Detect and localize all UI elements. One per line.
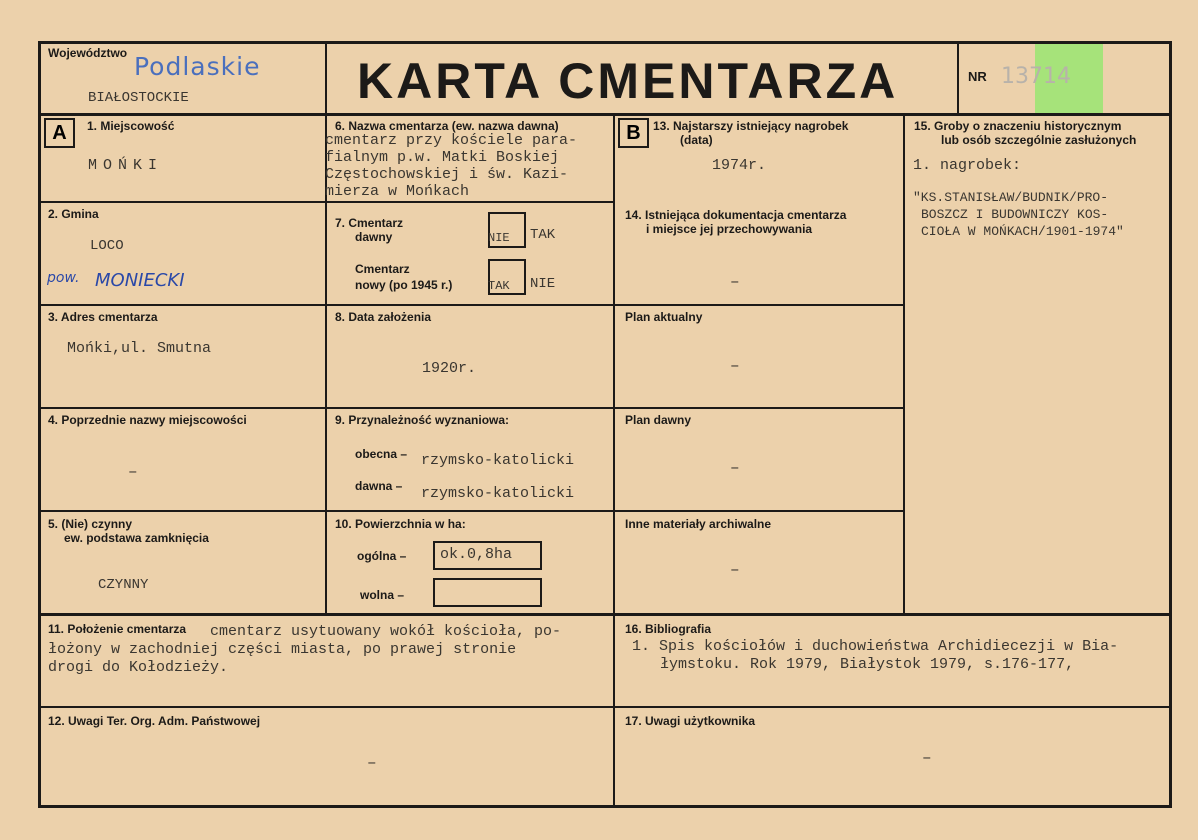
s1-value: MOŃKI: [88, 157, 164, 174]
s5-label-closure: ew. podstawa zamknięcia: [64, 531, 209, 545]
col-divider-3: [903, 113, 905, 615]
s7-new-sublabel: nowy (po 1945 r.): [355, 278, 453, 292]
s3-label: 3. Adres cmentarza: [48, 310, 158, 324]
s13-label-date: (data): [680, 133, 713, 147]
row-divider-6: [38, 706, 1172, 708]
s16-value-line2: łymstoku. Rok 1979, Białystok 1979, s.176-177,: [660, 656, 1075, 673]
plan-current-value: –: [730, 357, 740, 375]
s3-value: Mońki,ul. Smutna: [67, 340, 212, 357]
section-a-letter: A: [44, 118, 75, 148]
other-archives-label: Inne materiały archiwalne: [625, 517, 772, 531]
s11-value-line2: łożony w zachodniej części miasta, po prawej stronie: [48, 641, 517, 658]
s10-free-box: [433, 578, 542, 607]
voivodeship-stamp: Podlaskie: [134, 52, 261, 81]
voivodeship-label: Województwo: [48, 46, 128, 60]
page-title: KARTA CMENTARZA: [357, 53, 899, 109]
frame-bottom-border: [38, 805, 1172, 808]
s15-value-line1: "KS.STANISŁAW/BUDNIK/PRO-: [913, 190, 1109, 205]
s7-new-label: Cmentarz: [355, 262, 410, 276]
s8-value: 1920r.: [422, 360, 477, 377]
row-divider-2: [38, 304, 905, 306]
row-divider-3: [38, 407, 905, 409]
s9-label: 9. Przynależność wyznaniowa:: [335, 413, 510, 427]
s1-label: 1. Miejscowość: [87, 119, 175, 133]
s5-label: 5. (Nie) czynny: [48, 517, 133, 531]
voivodeship-typed: BIAŁOSTOCKIE: [88, 90, 189, 106]
row-divider-4: [38, 510, 905, 512]
s15-label: 15. Groby o znaczeniu historycznym: [914, 119, 1122, 133]
row-divider-5: [38, 613, 1172, 616]
s14-value: –: [730, 273, 740, 291]
header-col-divider-1: [325, 41, 327, 116]
s2-hand-prefix: pow.: [47, 270, 80, 286]
s12-label: 12. Uwagi Ter. Org. Adm. Państwowej: [48, 714, 261, 728]
s7-new-value: NIE: [530, 276, 556, 292]
s11-value-line1: cmentarz usytuowany wokół kościoła, po-: [210, 623, 562, 640]
s15-value-line2: BOSZCZ I BUDOWNICZY KOS-: [921, 207, 1109, 222]
nr-label: NR: [968, 69, 987, 84]
header-col-divider-2: [957, 41, 959, 116]
s16-label: 16. Bibliografia: [625, 622, 712, 636]
s11-value-line3: drogi do Kołodzieży.: [48, 659, 229, 676]
s4-value: –: [128, 463, 138, 481]
s13-value: 1974r.: [712, 157, 767, 174]
plan-former-value: –: [730, 459, 740, 477]
s8-label: 8. Data założenia: [335, 310, 432, 324]
s7-old-sublabel: dawny: [355, 230, 393, 244]
s2-label: 2. Gmina: [48, 207, 99, 221]
s14-label-place: i miejsce jej przechowywania: [646, 222, 813, 236]
s10-label: 10. Powierzchnia w ha:: [335, 517, 466, 531]
s13-label: 13. Najstarszy istniejący nagrobek: [653, 119, 849, 133]
s9-former-value: rzymsko-katolicki: [421, 485, 575, 502]
s7-old-box-value: NIE: [488, 231, 510, 245]
s6-label: 6. Nazwa cmentarza (ew. nazwa dawna): [335, 119, 559, 133]
s17-value: –: [922, 749, 932, 767]
col-divider-2: [613, 113, 615, 808]
frame-right-border: [1169, 41, 1172, 808]
s10-free-label: wolna –: [360, 588, 405, 602]
s16-value-line1: 1. Spis kościołów i duchowieństwa Archidiecezji w Bia-: [632, 638, 1119, 655]
s2-value: LOCO: [90, 238, 124, 254]
s9-current-value: rzymsko-katolicki: [421, 452, 575, 469]
s10-total-value: ok.0,8ha: [440, 546, 513, 563]
plan-current-label: Plan aktualny: [625, 310, 703, 324]
other-archives-value: –: [730, 561, 740, 579]
s14-label: 14. Istniejąca dokumentacja cmentarza: [625, 208, 847, 222]
s10-total-label: ogólna –: [357, 549, 407, 563]
s11-label: 11. Położenie cmentarza: [48, 622, 187, 636]
header-divider: [38, 113, 1172, 116]
nr-value: 13714: [1001, 64, 1071, 89]
s4-label: 4. Poprzednie nazwy miejscowości: [48, 413, 247, 427]
s9-current-label: obecna –: [355, 447, 408, 461]
row-divider-1: [38, 201, 615, 203]
section-b-letter: B: [618, 118, 649, 148]
plan-former-label: Plan dawny: [625, 413, 692, 427]
s5-value: CZYNNY: [98, 577, 149, 593]
s7-old-value: TAK: [530, 227, 556, 243]
s17-label: 17. Uwagi użytkownika: [625, 714, 756, 728]
s15-label-persons: lub osób szczególnie zasłużonych: [941, 133, 1137, 147]
s15-value-line3: CIOŁA W MOŃKACH/1901-1974": [921, 224, 1124, 239]
s2-hand-value: MONIECKI: [95, 270, 185, 291]
s7-new-box-value: TAK: [488, 279, 510, 293]
frame-top-border: [38, 41, 1172, 44]
frame-left-border: [38, 41, 41, 808]
s15-item: 1. nagrobek:: [913, 157, 1022, 174]
s6-value: cmentarz przy kościele para-fialnym p.w. Matki Boskiej Częstochowskiej i św. Kazi-mierza w Mońkach: [325, 132, 578, 200]
s9-former-label: dawna –: [355, 479, 403, 493]
s7-old-label: 7. Cmentarz: [335, 216, 404, 230]
s12-value: –: [367, 754, 377, 772]
